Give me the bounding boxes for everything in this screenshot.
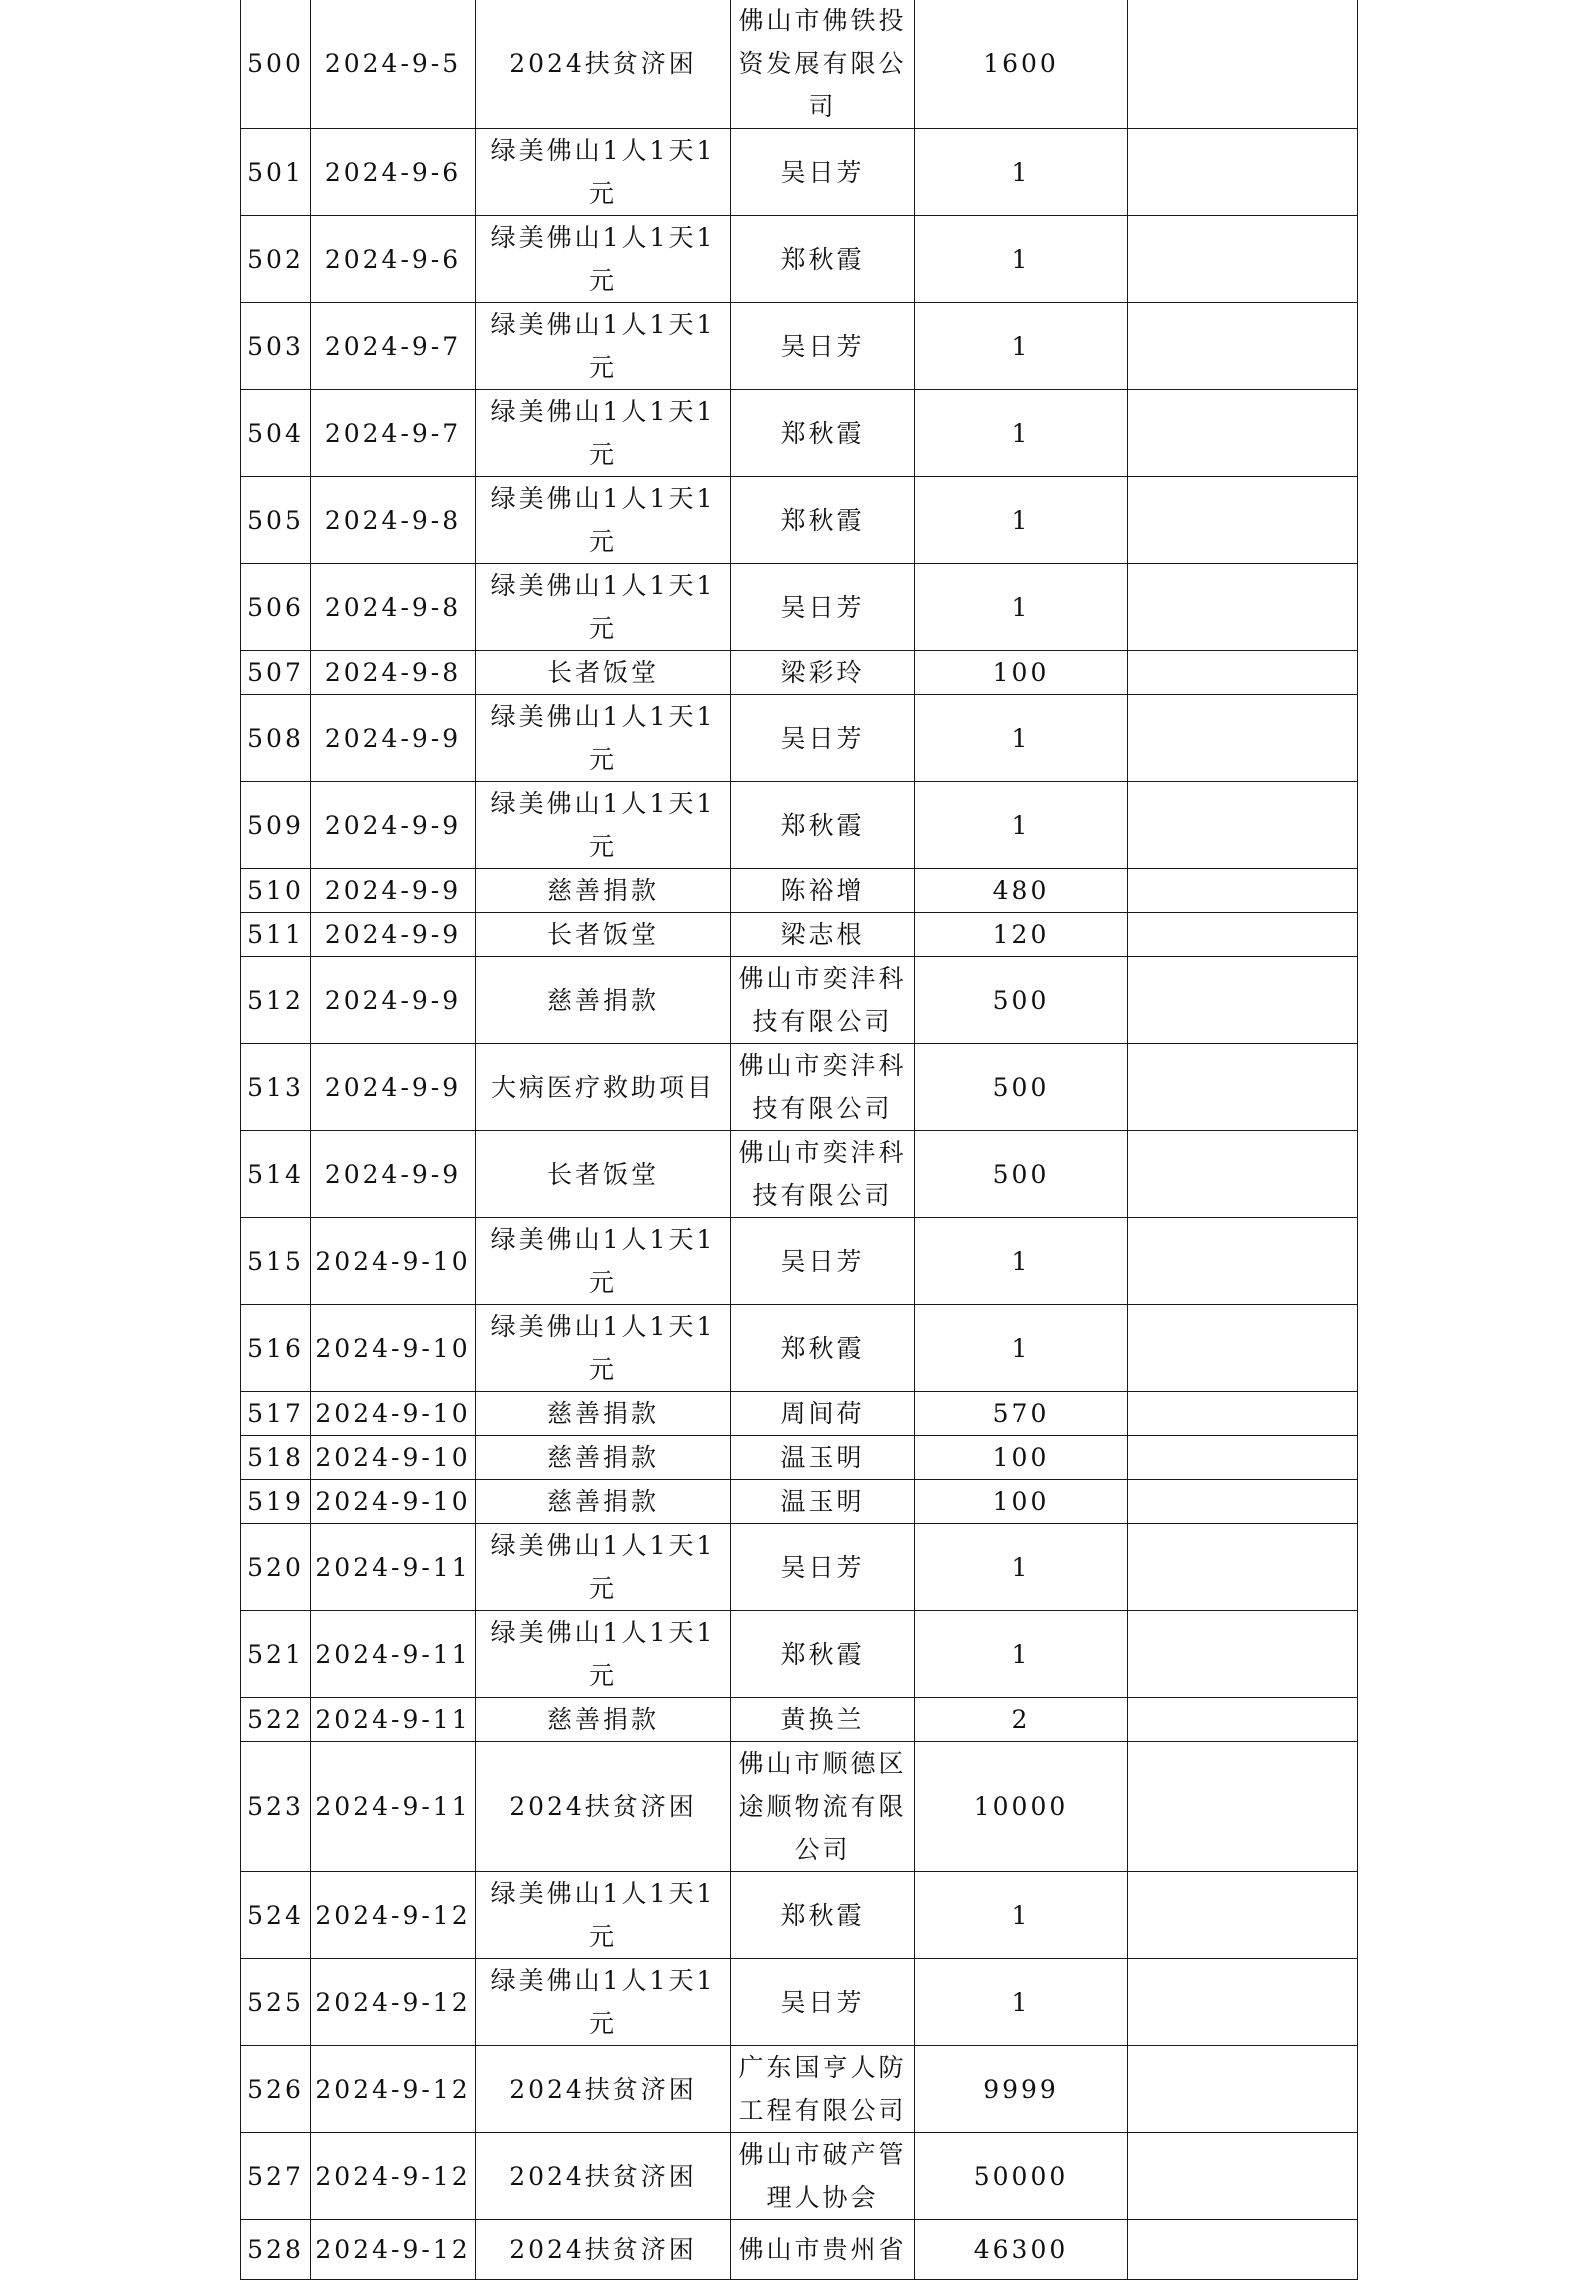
- donor-cell: 郑秋霞: [731, 1872, 915, 1959]
- row-number: 505: [241, 477, 311, 564]
- table-row: [241, 1436, 1358, 1480]
- date-cell: 2024-9-5: [311, 0, 476, 129]
- date-cell: 2024-9-10: [311, 1305, 476, 1392]
- remark-cell: [1128, 1218, 1358, 1305]
- project-cell: 慈善捐款: [476, 1480, 731, 1524]
- remark-cell: [1128, 1524, 1358, 1611]
- donor-cell: 佛山市顺德区途顺物流有限公司: [731, 1742, 915, 1872]
- table-row: [241, 782, 1358, 869]
- row-number: 518: [241, 1436, 311, 1480]
- date-cell: 2024-9-9: [311, 913, 476, 957]
- remark-cell: [1128, 957, 1358, 1044]
- row-number: 517: [241, 1392, 311, 1436]
- remark-cell: [1128, 651, 1358, 695]
- donor-cell: 吴日芳: [731, 303, 915, 390]
- date-cell: 2024-9-7: [311, 390, 476, 477]
- donor-cell: 广东国亨人防工程有限公司: [731, 2046, 915, 2133]
- table-row: [241, 1218, 1358, 1305]
- table-row: [241, 957, 1358, 1044]
- project-cell: 绿美佛山1人1天1元: [476, 129, 731, 216]
- project-cell: 慈善捐款: [476, 957, 731, 1044]
- donation-table-body: [241, 0, 1358, 2280]
- row-number: 502: [241, 216, 311, 303]
- amount-cell: 9999: [915, 2046, 1128, 2133]
- date-cell: 2024-9-11: [311, 1742, 476, 1872]
- row-number: 515: [241, 1218, 311, 1305]
- row-number: 504: [241, 390, 311, 477]
- table-row: [241, 1392, 1358, 1436]
- table-row: [241, 913, 1358, 957]
- table-row: [241, 869, 1358, 913]
- project-cell: 慈善捐款: [476, 869, 731, 913]
- donor-cell: 吴日芳: [731, 695, 915, 782]
- remark-cell: [1128, 390, 1358, 477]
- donor-cell: 郑秋霞: [731, 1305, 915, 1392]
- table-row: [241, 2133, 1358, 2220]
- project-cell: 绿美佛山1人1天1元: [476, 390, 731, 477]
- table-row: [241, 216, 1358, 303]
- row-number: 522: [241, 1698, 311, 1742]
- row-number: 501: [241, 129, 311, 216]
- donor-cell: 陈裕增: [731, 869, 915, 913]
- remark-cell: [1128, 2046, 1358, 2133]
- amount-cell: 1: [915, 695, 1128, 782]
- remark-cell: [1128, 1480, 1358, 1524]
- amount-cell: 1: [915, 1611, 1128, 1698]
- remark-cell: [1128, 913, 1358, 957]
- project-cell: 2024扶贫济困: [476, 2046, 731, 2133]
- row-number: 506: [241, 564, 311, 651]
- remark-cell: [1128, 1872, 1358, 1959]
- date-cell: 2024-9-6: [311, 216, 476, 303]
- project-cell: 2024扶贫济困: [476, 1742, 731, 1872]
- donor-cell: 黄换兰: [731, 1698, 915, 1742]
- date-cell: 2024-9-10: [311, 1392, 476, 1436]
- project-cell: 绿美佛山1人1天1元: [476, 1611, 731, 1698]
- remark-cell: [1128, 477, 1358, 564]
- remark-cell: [1128, 782, 1358, 869]
- remark-cell: [1128, 869, 1358, 913]
- row-number: 512: [241, 957, 311, 1044]
- row-number: 507: [241, 651, 311, 695]
- row-number: 503: [241, 303, 311, 390]
- donor-cell: 佛山市奕沣科技有限公司: [731, 1044, 915, 1131]
- remark-cell: [1128, 564, 1358, 651]
- amount-cell: 100: [915, 651, 1128, 695]
- amount-cell: 100: [915, 1480, 1128, 1524]
- project-cell: 绿美佛山1人1天1元: [476, 216, 731, 303]
- amount-cell: 1: [915, 216, 1128, 303]
- donor-cell: 郑秋霞: [731, 390, 915, 477]
- table-row: [241, 1524, 1358, 1611]
- amount-cell: 2: [915, 1698, 1128, 1742]
- donor-cell: 郑秋霞: [731, 1611, 915, 1698]
- remark-cell: [1128, 1044, 1358, 1131]
- project-cell: 绿美佛山1人1天1元: [476, 1218, 731, 1305]
- amount-cell: 1: [915, 1524, 1128, 1611]
- row-number: 514: [241, 1131, 311, 1218]
- date-cell: 2024-9-9: [311, 1131, 476, 1218]
- date-cell: 2024-9-8: [311, 564, 476, 651]
- table-row: [241, 477, 1358, 564]
- amount-cell: 1: [915, 1959, 1128, 2046]
- date-cell: 2024-9-8: [311, 651, 476, 695]
- row-number: 509: [241, 782, 311, 869]
- donor-cell: 佛山市奕沣科技有限公司: [731, 957, 915, 1044]
- remark-cell: [1128, 303, 1358, 390]
- table-row: [241, 303, 1358, 390]
- table-row: [241, 1305, 1358, 1392]
- table-row: [241, 129, 1358, 216]
- remark-cell: [1128, 0, 1358, 129]
- row-number: 511: [241, 913, 311, 957]
- donor-cell: 温玉明: [731, 1480, 915, 1524]
- date-cell: 2024-9-7: [311, 303, 476, 390]
- date-cell: 2024-9-9: [311, 695, 476, 782]
- donation-table: [240, 0, 1358, 2280]
- table-row: [241, 651, 1358, 695]
- amount-cell: 1: [915, 477, 1128, 564]
- row-number: 519: [241, 1480, 311, 1524]
- project-cell: 2024扶贫济困: [476, 2220, 731, 2280]
- remark-cell: [1128, 1436, 1358, 1480]
- table-row: [241, 2046, 1358, 2133]
- donor-cell: 吴日芳: [731, 1959, 915, 2046]
- project-cell: 绿美佛山1人1天1元: [476, 477, 731, 564]
- donor-cell: 温玉明: [731, 1436, 915, 1480]
- date-cell: 2024-9-9: [311, 957, 476, 1044]
- row-number: 523: [241, 1742, 311, 1872]
- amount-cell: 50000: [915, 2133, 1128, 2220]
- date-cell: 2024-9-9: [311, 782, 476, 869]
- donor-cell: 吴日芳: [731, 1524, 915, 1611]
- row-number: 500: [241, 0, 311, 129]
- remark-cell: [1128, 1131, 1358, 1218]
- date-cell: 2024-9-8: [311, 477, 476, 564]
- project-cell: 长者饭堂: [476, 1131, 731, 1218]
- row-number: 528: [241, 2220, 311, 2280]
- date-cell: 2024-9-11: [311, 1524, 476, 1611]
- date-cell: 2024-9-12: [311, 2220, 476, 2280]
- remark-cell: [1128, 1959, 1358, 2046]
- project-cell: 绿美佛山1人1天1元: [476, 1305, 731, 1392]
- project-cell: 绿美佛山1人1天1元: [476, 564, 731, 651]
- remark-cell: [1128, 695, 1358, 782]
- donor-cell: 佛山市贵州省: [731, 2220, 915, 2280]
- project-cell: 慈善捐款: [476, 1392, 731, 1436]
- amount-cell: 1: [915, 782, 1128, 869]
- donor-cell: 郑秋霞: [731, 782, 915, 869]
- table-row: [241, 1480, 1358, 1524]
- donor-cell: 梁志根: [731, 913, 915, 957]
- amount-cell: 1: [915, 390, 1128, 477]
- remark-cell: [1128, 1611, 1358, 1698]
- row-number: 526: [241, 2046, 311, 2133]
- amount-cell: 10000: [915, 1742, 1128, 1872]
- donor-cell: 郑秋霞: [731, 216, 915, 303]
- amount-cell: 1600: [915, 0, 1128, 129]
- table-row: [241, 695, 1358, 782]
- date-cell: 2024-9-11: [311, 1698, 476, 1742]
- table-row: [241, 1698, 1358, 1742]
- donor-cell: 吴日芳: [731, 564, 915, 651]
- row-number: 513: [241, 1044, 311, 1131]
- table-row: [241, 390, 1358, 477]
- amount-cell: 500: [915, 957, 1128, 1044]
- date-cell: 2024-9-9: [311, 869, 476, 913]
- amount-cell: 1: [915, 1305, 1128, 1392]
- donor-cell: 佛山市奕沣科技有限公司: [731, 1131, 915, 1218]
- date-cell: 2024-9-12: [311, 2133, 476, 2220]
- date-cell: 2024-9-9: [311, 1044, 476, 1131]
- project-cell: 绿美佛山1人1天1元: [476, 782, 731, 869]
- amount-cell: 480: [915, 869, 1128, 913]
- table-row: [241, 564, 1358, 651]
- project-cell: 绿美佛山1人1天1元: [476, 1524, 731, 1611]
- table-row: [241, 2220, 1358, 2280]
- date-cell: 2024-9-11: [311, 1611, 476, 1698]
- amount-cell: 500: [915, 1044, 1128, 1131]
- table-row: [241, 1611, 1358, 1698]
- project-cell: 2024扶贫济困: [476, 2133, 731, 2220]
- remark-cell: [1128, 129, 1358, 216]
- table-row: [241, 1742, 1358, 1872]
- project-cell: 绿美佛山1人1天1元: [476, 1959, 731, 2046]
- table-row: [241, 1131, 1358, 1218]
- date-cell: 2024-9-12: [311, 1959, 476, 2046]
- project-cell: 长者饭堂: [476, 913, 731, 957]
- row-number: 525: [241, 1959, 311, 2046]
- date-cell: 2024-9-10: [311, 1218, 476, 1305]
- amount-cell: 100: [915, 1436, 1128, 1480]
- donor-cell: 郑秋霞: [731, 477, 915, 564]
- date-cell: 2024-9-10: [311, 1436, 476, 1480]
- amount-cell: 570: [915, 1392, 1128, 1436]
- project-cell: 大病医疗救助项目: [476, 1044, 731, 1131]
- donor-cell: 佛山市佛铁投资发展有限公司: [731, 0, 915, 129]
- table-row: [241, 1872, 1358, 1959]
- row-number: 521: [241, 1611, 311, 1698]
- project-cell: 绿美佛山1人1天1元: [476, 695, 731, 782]
- amount-cell: 1: [915, 1218, 1128, 1305]
- date-cell: 2024-9-12: [311, 2046, 476, 2133]
- project-cell: 2024扶贫济困: [476, 0, 731, 129]
- row-number: 520: [241, 1524, 311, 1611]
- donor-cell: 吴日芳: [731, 1218, 915, 1305]
- row-number: 516: [241, 1305, 311, 1392]
- amount-cell: 1: [915, 129, 1128, 216]
- remark-cell: [1128, 1392, 1358, 1436]
- project-cell: 慈善捐款: [476, 1436, 731, 1480]
- remark-cell: [1128, 2220, 1358, 2280]
- date-cell: 2024-9-10: [311, 1480, 476, 1524]
- amount-cell: 46300: [915, 2220, 1128, 2280]
- project-cell: 绿美佛山1人1天1元: [476, 1872, 731, 1959]
- row-number: 524: [241, 1872, 311, 1959]
- donor-cell: 周间荷: [731, 1392, 915, 1436]
- table-row: [241, 1959, 1358, 2046]
- project-cell: 慈善捐款: [476, 1698, 731, 1742]
- table-row: [241, 1044, 1358, 1131]
- table-row: [241, 0, 1358, 129]
- amount-cell: 1: [915, 1872, 1128, 1959]
- date-cell: 2024-9-12: [311, 1872, 476, 1959]
- donor-cell: 梁彩玲: [731, 651, 915, 695]
- remark-cell: [1128, 1305, 1358, 1392]
- row-number: 508: [241, 695, 311, 782]
- remark-cell: [1128, 2133, 1358, 2220]
- donor-cell: 佛山市破产管理人协会: [731, 2133, 915, 2220]
- row-number: 510: [241, 869, 311, 913]
- remark-cell: [1128, 216, 1358, 303]
- donor-cell: 吴日芳: [731, 129, 915, 216]
- project-cell: 绿美佛山1人1天1元: [476, 303, 731, 390]
- row-number: 527: [241, 2133, 311, 2220]
- remark-cell: [1128, 1742, 1358, 1872]
- amount-cell: 500: [915, 1131, 1128, 1218]
- project-cell: 长者饭堂: [476, 651, 731, 695]
- amount-cell: 1: [915, 564, 1128, 651]
- amount-cell: 1: [915, 303, 1128, 390]
- amount-cell: 120: [915, 913, 1128, 957]
- date-cell: 2024-9-6: [311, 129, 476, 216]
- remark-cell: [1128, 1698, 1358, 1742]
